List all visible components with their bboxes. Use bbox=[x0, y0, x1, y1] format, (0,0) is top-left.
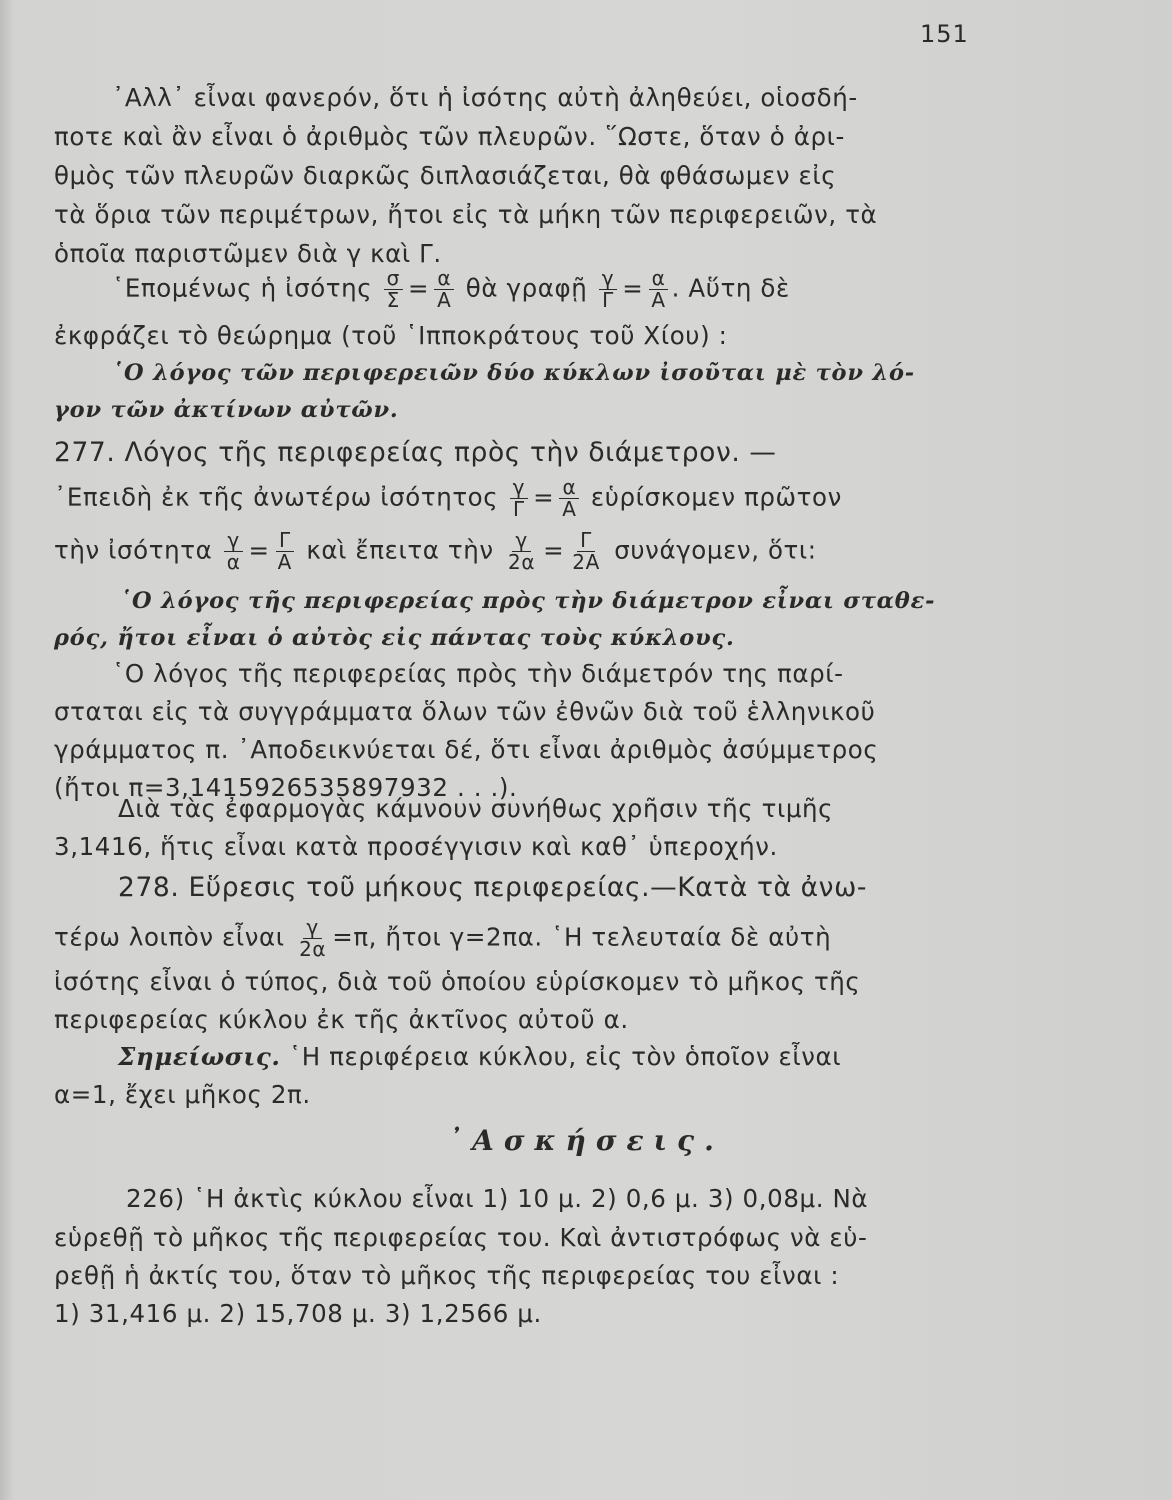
text: . Αὕτη δὲ bbox=[671, 273, 790, 303]
numerator: γ bbox=[512, 530, 530, 552]
text-line: ᾿Αλλ᾿ εἶναι φανερόν, ὅτι ἡ ἰσότης αὐτὴ ἀληθεύει, οἱοσδή- bbox=[112, 83, 858, 112]
denominator: Σ bbox=[386, 288, 400, 312]
numerator: α bbox=[434, 268, 454, 290]
denominator: Γ bbox=[512, 497, 525, 521]
denominator: 2α bbox=[508, 550, 536, 574]
section-number: 277. bbox=[54, 437, 116, 468]
equation-line bbox=[54, 530, 817, 573]
equals-sign: = bbox=[622, 273, 644, 303]
denominator: 2α bbox=[299, 937, 327, 961]
numerator: Γ bbox=[577, 530, 595, 552]
text-line: ἰσότης εἶναι ὁ τύπος, διὰ τοῦ ὁποίου εὑρίσκομεν τὸ μῆκος τῆς bbox=[54, 967, 861, 996]
note-line bbox=[118, 1042, 842, 1071]
numerator: γ bbox=[510, 477, 528, 499]
fraction bbox=[510, 477, 528, 520]
denominator: Α bbox=[277, 550, 292, 574]
fraction bbox=[434, 268, 454, 311]
exercise-line: 226) ῾Η ἀκτὶς κύκλου εἶναι 1) 10 μ. 2) 0,6 μ. 3) 0,08μ. Νὰ bbox=[126, 1184, 869, 1213]
text: ῾Επομένως ἡ ἰσότης bbox=[112, 273, 373, 303]
equation-line bbox=[54, 477, 842, 520]
numerator: γ bbox=[303, 917, 321, 939]
exercises-heading: ᾿Ασκήσεις. bbox=[448, 1124, 724, 1157]
text: ῾Η περιφέρεια κύκλου, εἰς τὸν ὁποῖον εἶναι bbox=[288, 1042, 842, 1071]
text: τέρω λοιπὸν εἶναι bbox=[54, 922, 285, 952]
text-line: ὁποῖα παριστῶμεν διὰ γ καὶ Γ. bbox=[54, 239, 442, 268]
exercise-line: εὑρεθῇ τὸ μῆκος τῆς περιφερείας του. Καὶ ἀντιστρόφως νὰ εὑ- bbox=[54, 1223, 868, 1252]
equals-sign: = bbox=[543, 535, 565, 565]
text: τὴν ἰσότητα bbox=[54, 535, 213, 565]
equation-line bbox=[54, 917, 831, 960]
text: εὑρίσκομεν πρῶτον bbox=[590, 482, 842, 512]
text-line: γράμματος π. ᾿Αποδεικνύεται δέ, ὅτι εἶναι ἀριθμὸς ἀσύμμετρος bbox=[54, 735, 879, 764]
page-number: 151 bbox=[920, 20, 969, 48]
section-heading bbox=[54, 437, 777, 468]
fraction bbox=[599, 268, 617, 311]
text-line: περιφερείας κύκλου ἐκ τῆς ἀκτῖνος αὐτοῦ α. bbox=[54, 1005, 629, 1034]
text: =π, ἤτοι γ=2πα. ῾Η τελευταία δὲ αὐτὴ bbox=[332, 922, 832, 952]
text-line: τὰ ὅρια τῶν περιμέτρων, ἤτοι εἰς τὰ μήκη τῶν περιφερειῶν, τὰ bbox=[54, 200, 878, 229]
section-heading bbox=[118, 872, 868, 903]
exercise-line: 1) 31,416 μ. 2) 15,708 μ. 3) 1,2566 μ. bbox=[54, 1299, 542, 1328]
numerator: γ bbox=[224, 530, 242, 552]
equals-sign: = bbox=[533, 482, 555, 512]
fraction bbox=[296, 917, 329, 960]
text: θὰ γραφῇ bbox=[465, 273, 588, 303]
fraction bbox=[275, 530, 295, 573]
fraction bbox=[569, 530, 603, 573]
text: συνάγομεν, ὅτι: bbox=[614, 535, 817, 565]
theorem-line: ρός, ἤτοι εἶναι ὁ αὐτὸς εἰς πάντας τοὺς κύκλους. bbox=[54, 625, 735, 651]
text-line: ἐκφράζει τὸ θεώρημα (τοῦ ῾Ιπποκράτους τοῦ Χίου) : bbox=[54, 321, 728, 350]
theorem-line: ῾Ο λόγος τῆς περιφερείας πρὸς τὴν διάμετρον εἶναι σταθε- bbox=[120, 588, 936, 614]
text: —Κατὰ τὰ ἀνω- bbox=[650, 872, 868, 903]
numerator: α bbox=[559, 477, 579, 499]
text-line: (ἤτοι π=3,1415926535897932 . . .). bbox=[54, 773, 518, 802]
denominator: Α bbox=[562, 497, 577, 521]
denominator: α bbox=[226, 550, 241, 574]
text-line: σταται εἰς τὰ συγγράμματα ὅλων τῶν ἐθνῶν διὰ τοῦ ἑλληνικοῦ bbox=[54, 697, 876, 726]
denominator: Γ bbox=[602, 288, 614, 312]
note-label: Σημείωσις. bbox=[118, 1042, 281, 1071]
fraction bbox=[648, 268, 668, 311]
section-title: Εὕρεσις τοῦ μήκους περιφερείας. bbox=[188, 872, 651, 903]
fraction bbox=[384, 268, 403, 311]
text-line: 3,1416, ἥτις εἶναι κατὰ προσέγγισιν καὶ καθ᾿ ὑπεροχήν. bbox=[54, 832, 778, 861]
equals-sign: = bbox=[407, 273, 430, 303]
denominator: Α bbox=[437, 288, 452, 312]
section-title: Λόγος τῆς περιφερείας πρὸς τὴν διάμετρον. — bbox=[124, 437, 777, 468]
denominator: Α bbox=[651, 288, 666, 312]
text-line: θμὸς τῶν πλευρῶν διαρκῶς διπλασιάζεται, θὰ φθάσωμεν εἰς bbox=[54, 161, 837, 190]
numerator: Γ bbox=[276, 530, 294, 552]
fraction bbox=[559, 477, 579, 520]
text-line: α=1, ἔχει μῆκος 2π. bbox=[54, 1080, 311, 1109]
fraction bbox=[505, 530, 538, 573]
equation-line bbox=[112, 268, 790, 311]
equals-sign: = bbox=[248, 535, 270, 565]
text-line: Διὰ τὰς ἐφαρμογὰς κάμνουν συνήθως χρῆσιν τῆς τιμῆς bbox=[118, 794, 834, 823]
exercise-line: ρεθῇ ἡ ἀκτίς του, ὅταν τὸ μῆκος τῆς περιφερείας του εἶναι : bbox=[54, 1261, 840, 1290]
text: ᾿Επειδὴ ἐκ τῆς ἀνωτέρω ἰσότητος bbox=[54, 482, 499, 512]
numerator: α bbox=[649, 268, 669, 290]
numerator: γ bbox=[599, 268, 617, 290]
text-line: ποτε καὶ ἂν εἶναι ὁ ἀριθμὸς τῶν πλευρῶν. ῞Ωστε, ὅταν ὁ ἀρι- bbox=[54, 122, 845, 151]
fraction bbox=[224, 530, 244, 573]
theorem-line: γον τῶν ἀκτίνων αὐτῶν. bbox=[54, 397, 399, 423]
text-line: ῾Ο λόγος τῆς περιφερείας πρὸς τὴν διάμετρόν της παρί- bbox=[112, 659, 844, 688]
numerator: σ bbox=[384, 268, 403, 290]
denominator: 2Α bbox=[572, 550, 600, 574]
text: καὶ ἔπειτα τὴν bbox=[306, 535, 494, 565]
section-number: 278. bbox=[118, 872, 180, 903]
theorem-line: ῾Ο λόγος τῶν περιφερειῶν δύο κύκλων ἰσοῦται μὲ τὸν λό- bbox=[112, 360, 915, 386]
